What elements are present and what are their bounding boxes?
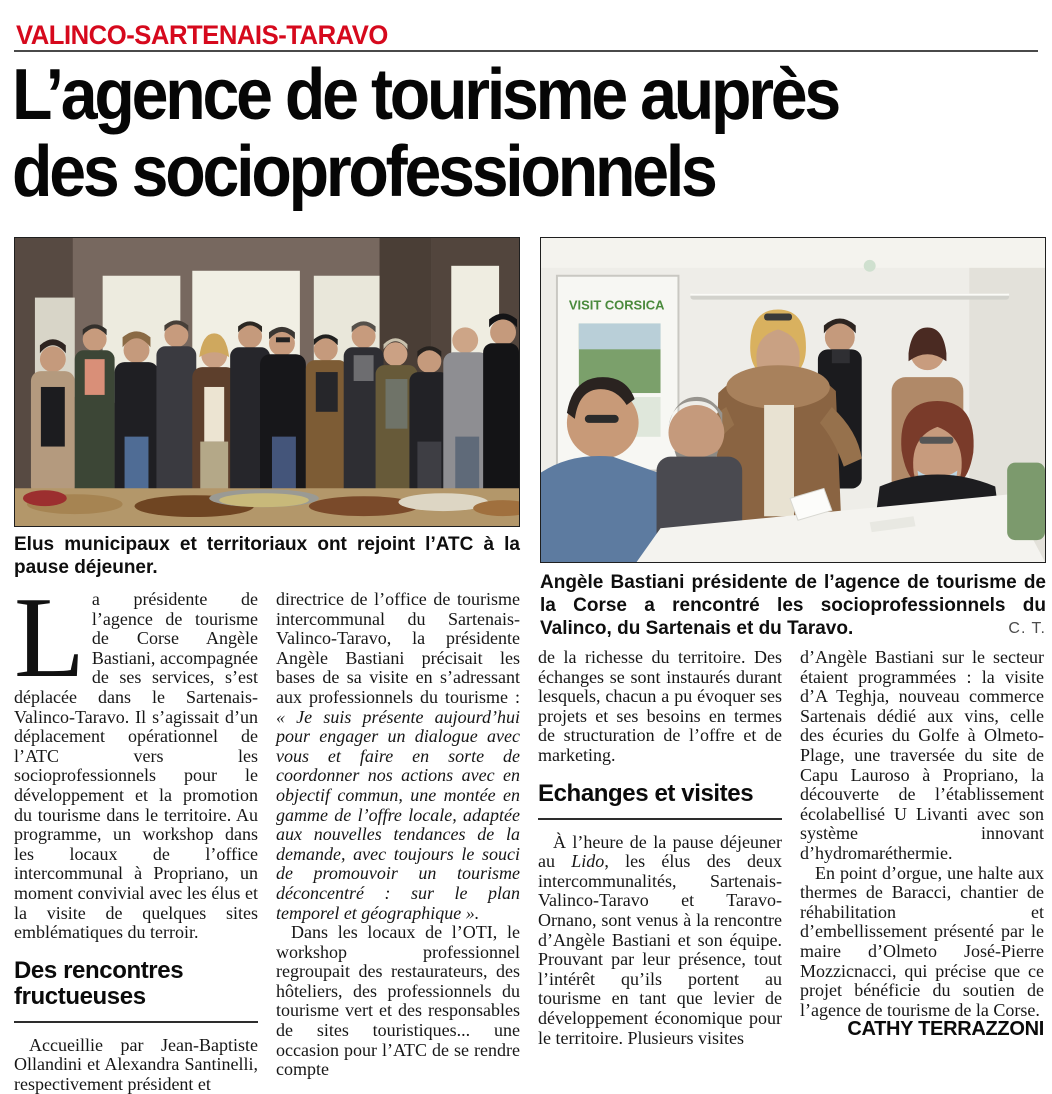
paragraph: Dans les locaux de l’OTI, le workshop professionnel regroupait des restaurateurs, des hôteliers, des professionnels du tourisme vert et des responsables de sites touristiques... une occasion pour l’ATC de se rendre compte: [276, 922, 520, 1080]
headline-line2: des socioprofessionnels: [12, 132, 715, 212]
subhead-rencontres: Des rencontres fructueuses: [14, 956, 184, 1010]
lido-post: , les élus des deux intercommunalités, Sartenais-Valinco-Taravo et Taravo-Ornano, sont venus à la rencontre d’Angèle Bastiani et son équipe. Prouvant par leur présence, tout l’intérêt qu’ils portent au tourisme en tant que levier de développement économique pour le territoire. Plusieurs visites: [538, 851, 782, 1048]
paragraph-with-quote: [276, 590, 520, 923]
article-column-1: [14, 574, 258, 1094]
banner-text: VISIT CORSICA: [568, 297, 665, 313]
photo-caption-right: [540, 571, 1046, 640]
quote-intro: directrice de l’office de tourisme intercommunal du Sartenais-Valinco-Taravo, la présidente Angèle Bastiani précisait les bases de sa visite en s’adressant aux professionnels du tourisme :: [276, 589, 520, 707]
photo-group-buffet: [14, 237, 520, 527]
paragraph-lead: [14, 574, 258, 943]
paragraph: de la richesse du territoire. Des échanges se sont instaurés durant lesquels, chacun a pu évoquer ses projets et ses besoins en termes de structuration de l’offre et de marketing.: [538, 647, 782, 765]
lead-text: a présidente de l’agence de tourisme de Corse Angèle Bastiani, accompagnée de ses services, s’est déplacée dans le Sartenais-Valinco-Taravo. Il s’agissait d’un déplacement opérationnel de l’ATC vers les socioprofessionnels pour le développement et la promotion du tourisme dans le territoire. Au programme, un workshop dans les locaux de l’office intercommunal à Propriano, un moment convivial avec les élus et la visite de quelques sites emblématiques du terroir.: [14, 589, 258, 943]
article-column-2: [276, 589, 520, 1080]
paragraph-lido: [538, 833, 782, 1049]
buffet-table: [15, 488, 519, 526]
article-column-4: [800, 648, 1044, 1058]
kicker-rule: [14, 50, 1038, 52]
paragraph: d’Angèle Bastiani sur le secteur étaient programmées : la visite d’A Teghja, nouveau commerce Sartenais dédié aux vins, celle des écuries du Golfe à Olmeto-Plage, une traversée du site de Capu Lauroso à Propriano, la découverte de l’établissement écolabellisé U Livanti avec son système innovant d’hydromaréthermie.: [800, 647, 1044, 863]
subhead-rule-1: [14, 1021, 258, 1023]
left-photo-illustration: [15, 238, 519, 526]
paragraph: Accueillie par Jean-Baptiste Ollandini et Alexandra Santinelli, respectivement président et: [14, 1034, 258, 1094]
paragraph: En point d’orgue, une halte aux thermes de Baracci, chantier de réhabilitation et d’embellissement présenté par le maire d’Olmeto José-Pierre Mozzicnacci, qui précise que ce projet bénéficie du soutien de l’agence de tourisme de la Corse.: [800, 862, 1044, 1020]
section-kicker: VALINCO-SARTENAIS-TARAVO: [16, 20, 388, 50]
subhead-echanges: Echanges et visites: [538, 779, 754, 807]
headline-line1: L’agence de tourisme auprès: [12, 55, 839, 135]
headline: [12, 57, 838, 211]
right-photo-illustration: [541, 238, 1045, 562]
quote-italic: « Je suis présente aujourd’hui pour engager un dialogue avec vous et faire en sorte de coordonner nos actions avec en objectif commun, une montée en gamme de l’offre locale, adaptée aux nouvelles tendances de la demande, avec toujours le souci de promouvoir un tourisme déconcentré : sur le plan temporel et géographique ».: [276, 706, 520, 923]
subhead-rule-2: [538, 818, 782, 820]
lido-pre: À l’heure de la pause déjeuner au: [538, 831, 782, 872]
photo-handshake-office: [540, 237, 1046, 563]
dropcap: L: [14, 574, 85, 702]
lido-name: Lido: [571, 851, 605, 872]
photo-credit: C. T.: [1008, 620, 1046, 637]
green-chair: [1007, 463, 1045, 541]
byline: CATHY TERRAZZONI: [847, 1018, 1044, 1041]
photo-caption-left: Elus municipaux et territoriaux ont rejoint l’ATC à la pause déjeuner.: [14, 534, 520, 578]
photo-caption-right-text: Angèle Bastiani présidente de l’agence de tourisme de la Corse a rencontré les socioprofessionnels du Valinco, du Sartenais et du Taravo.: [540, 572, 1046, 639]
article-column-3: [538, 648, 782, 1058]
